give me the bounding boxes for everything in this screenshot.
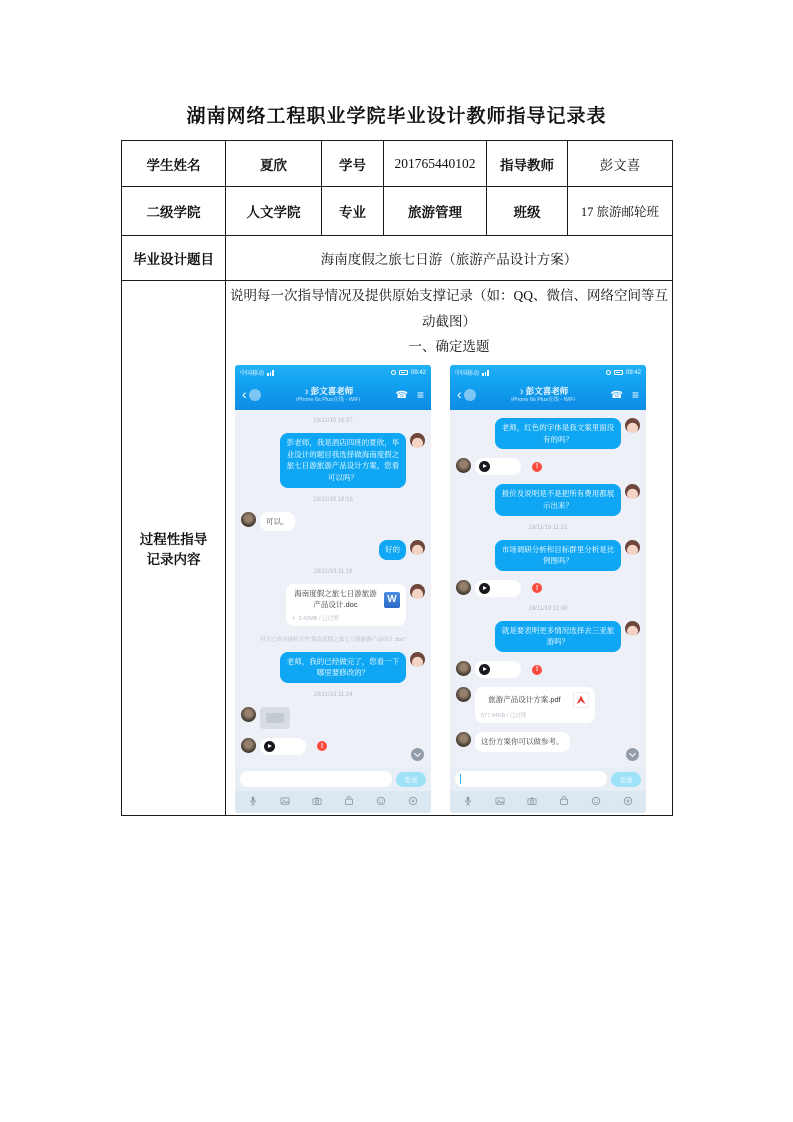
cell-college-value: 人文学院 [226,187,322,236]
cell-topic-label: 毕业设计题目 [122,236,226,281]
chat-area [235,410,431,767]
chevron-down-icon [414,750,421,757]
carrier-label: 中国移动 [240,371,265,377]
chat-title: 彭文喜老师 [525,386,569,397]
chat-area [450,410,646,767]
message-row [456,418,640,449]
student-avatar[interactable] [625,484,640,499]
chat-navbar [450,380,646,410]
table-row [122,141,673,187]
battery-icon [399,370,408,375]
teacher-avatar[interactable] [241,512,256,527]
image-message[interactable] [260,707,290,729]
play-icon[interactable] [479,461,490,472]
voice-message[interactable] [475,458,521,475]
sent-message: 市场调研分析和目标群里分析是比例图吗？ [495,540,621,571]
alarm-icon [391,370,396,375]
call-icon[interactable]: ☎ [395,389,408,401]
signal-icon [482,370,489,376]
table-row [122,281,673,816]
failed-badge: ! [532,665,542,675]
student-avatar[interactable] [410,433,425,448]
process-label-line2: 记录内容 [146,552,201,567]
play-icon[interactable] [479,664,490,675]
voice-message[interactable] [475,580,521,597]
chat-header [261,386,396,404]
message-row [456,458,640,475]
chat-subtitle: iPhone 6s Plus在线 - WiFi [296,397,360,404]
message-row [241,433,425,488]
voice-message[interactable] [260,738,306,755]
scroll-to-bottom-button[interactable] [626,748,639,761]
cell-student-id-value: 201765440102 [384,141,487,187]
signal-icon [267,370,274,376]
battery-icon [614,370,623,375]
message-row [456,540,640,571]
failed-badge: ! [532,583,542,593]
message-row [456,687,640,723]
cell-major-label: 专业 [322,187,384,236]
student-avatar[interactable] [410,584,425,599]
menu-icon[interactable]: ≡ [416,388,424,402]
qq-chat-screenshot-right [450,365,646,813]
back-button[interactable]: ‹ [242,386,247,402]
sent-message: 彭老师，我是酒店四班的夏欣，毕业设计的题目我选择做海南度假之旅七日游旅游产品设计方案，您看可以吗？ [280,433,406,488]
send-button[interactable]: 发送 [611,772,641,787]
carrier-label: 中国移动 [455,371,480,377]
student-avatar[interactable] [410,540,425,555]
call-icon[interactable]: ☎ [610,389,623,401]
composer [235,767,431,813]
wallet-icon[interactable] [559,796,569,806]
message-row [241,707,425,729]
message-row [456,661,640,678]
student-avatar[interactable] [625,540,640,555]
teacher-avatar[interactable] [241,738,256,753]
sent-message: 好的 [379,540,406,560]
file-name: 海南度假之旅七日游旅游产品设计.doc [294,588,377,609]
dnd-icon: ☽ [517,390,524,397]
alarm-icon [606,370,611,375]
timestamp: 19/11/19 11:21 [528,524,568,531]
message-row [456,621,640,652]
send-button[interactable]: 发送 [396,772,426,787]
cell-college-label: 二级学院 [122,187,226,236]
chat-title: 彭文喜老师 [310,386,354,397]
process-label-line1: 过程性指导 [139,532,208,547]
microphone-icon[interactable] [463,796,473,806]
wallet-icon[interactable] [344,796,354,806]
download-icon[interactable]: ↓ [292,614,296,621]
file-card-doc[interactable] [286,584,406,626]
cell-class-value: 17 旅游邮轮班 [568,187,673,236]
word-file-icon: W [384,592,400,608]
teacher-avatar[interactable] [456,732,471,747]
page-title: 湖南网络工程职业学院毕业设计教师指导记录表 [186,106,607,127]
emoji-icon[interactable] [591,796,601,806]
self-avatar[interactable] [249,389,261,401]
teacher-avatar[interactable] [456,687,471,702]
cell-advisor-value: 彭文喜 [568,141,673,187]
self-avatar[interactable] [464,389,476,401]
status-bar [450,365,646,380]
chat-subtitle: iPhone 6s Plus在线 - WiFi [511,397,575,404]
sent-message: 老师，我的已经做完了，您看一下哪里要修改的？ [280,652,406,683]
timestamp: 19/11/10 18:16 [313,496,353,503]
received-message: 可以。 [260,512,295,532]
table-row [122,187,673,236]
composer [450,767,646,813]
cell-advisor-label: 指导教师 [487,141,568,187]
microphone-icon[interactable] [248,796,258,806]
student-avatar[interactable] [625,621,640,636]
student-avatar[interactable] [625,418,640,433]
message-row [241,584,425,626]
cell-student-name-label: 学生姓名 [122,141,226,187]
back-button[interactable]: ‹ [457,386,462,402]
record-table [121,140,673,816]
cell-major-value: 旅游管理 [384,187,487,236]
gallery-icon[interactable] [495,796,505,806]
message-row [241,540,425,560]
camera-icon[interactable] [312,796,322,806]
dnd-icon: ☽ [302,390,309,397]
composer-toolbar [450,791,646,813]
play-icon[interactable] [479,583,490,594]
emoji-icon[interactable] [376,796,386,806]
text-cursor [460,774,461,784]
timestamp: 19/11/10 16:57 [313,418,353,424]
message-row [241,738,425,755]
file-name: 旅游产品设计方案.pdf [488,694,561,704]
message-row [456,484,640,515]
teacher-avatar[interactable] [241,707,256,722]
message-row [456,580,640,597]
message-row [241,512,425,532]
scroll-to-bottom-button[interactable] [411,748,424,761]
file-card-pdf[interactable] [475,687,595,723]
system-message: 对方已成功接收文件“海南度假之旅七日游旅游产品设计.doc” [259,636,407,643]
qq-chat-screenshot-left [235,365,431,813]
chevron-down-icon [629,750,636,757]
status-time: 09:42 [625,369,641,376]
process-intro-text: 说明每一次指导情况及提供原始支撑记录（如：QQ、微信、网络空间等互动截图） [230,288,668,329]
message-row [456,732,640,752]
play-icon[interactable] [264,741,275,752]
menu-icon[interactable]: ≡ [631,388,639,402]
plus-icon[interactable] [623,796,633,806]
message-input[interactable] [455,771,607,787]
message-row [241,652,425,683]
cell-topic-value: 海南度假之旅七日游（旅游产品设计方案） [226,236,673,281]
cell-process-content [226,281,673,816]
teacher-avatar[interactable] [456,661,471,676]
cell-student-id-label: 学号 [322,141,384,187]
camera-icon[interactable] [527,796,537,806]
failed-badge: ! [317,741,327,751]
chat-header [476,386,611,404]
student-avatar[interactable] [410,652,425,667]
file-meta: 2.42MB / 已过期 [298,615,339,622]
message-input[interactable] [240,771,392,787]
pdf-file-icon [573,692,589,708]
section-heading: 一、确定选题 [408,339,490,354]
plus-icon[interactable] [408,796,418,806]
teacher-avatar[interactable] [456,458,471,473]
cell-student-name-value: 夏欣 [226,141,322,187]
sent-message: 就是要表明更多情况选择去三亚旅游吗？ [495,621,621,652]
failed-badge: ! [532,462,542,472]
cell-class-label: 班级 [487,187,568,236]
timestamp: 19/11/19 11:40 [528,605,568,612]
composer-toolbar [235,791,431,813]
timestamp: 19/11/19 11:24 [313,691,353,698]
sent-message: 老师，红色的字体是我文案里面没有的吗？ [495,418,621,449]
status-time: 09:42 [410,369,426,376]
gallery-icon[interactable] [280,796,290,806]
timestamp: 19/11/19 11:16 [313,568,353,575]
teacher-avatar[interactable] [456,580,471,595]
chat-navbar [235,380,431,410]
received-message: 这份方案你可以做参考。 [475,732,570,752]
cell-process-label [122,281,226,816]
status-bar [235,365,431,380]
sent-message: 报价及说明是不是把所有费用都展示出来？ [495,484,621,515]
voice-message[interactable] [475,661,521,678]
chat-screenshots [235,365,669,813]
table-row [122,236,673,281]
file-meta: 577.64KB / 已过期 [481,713,527,719]
